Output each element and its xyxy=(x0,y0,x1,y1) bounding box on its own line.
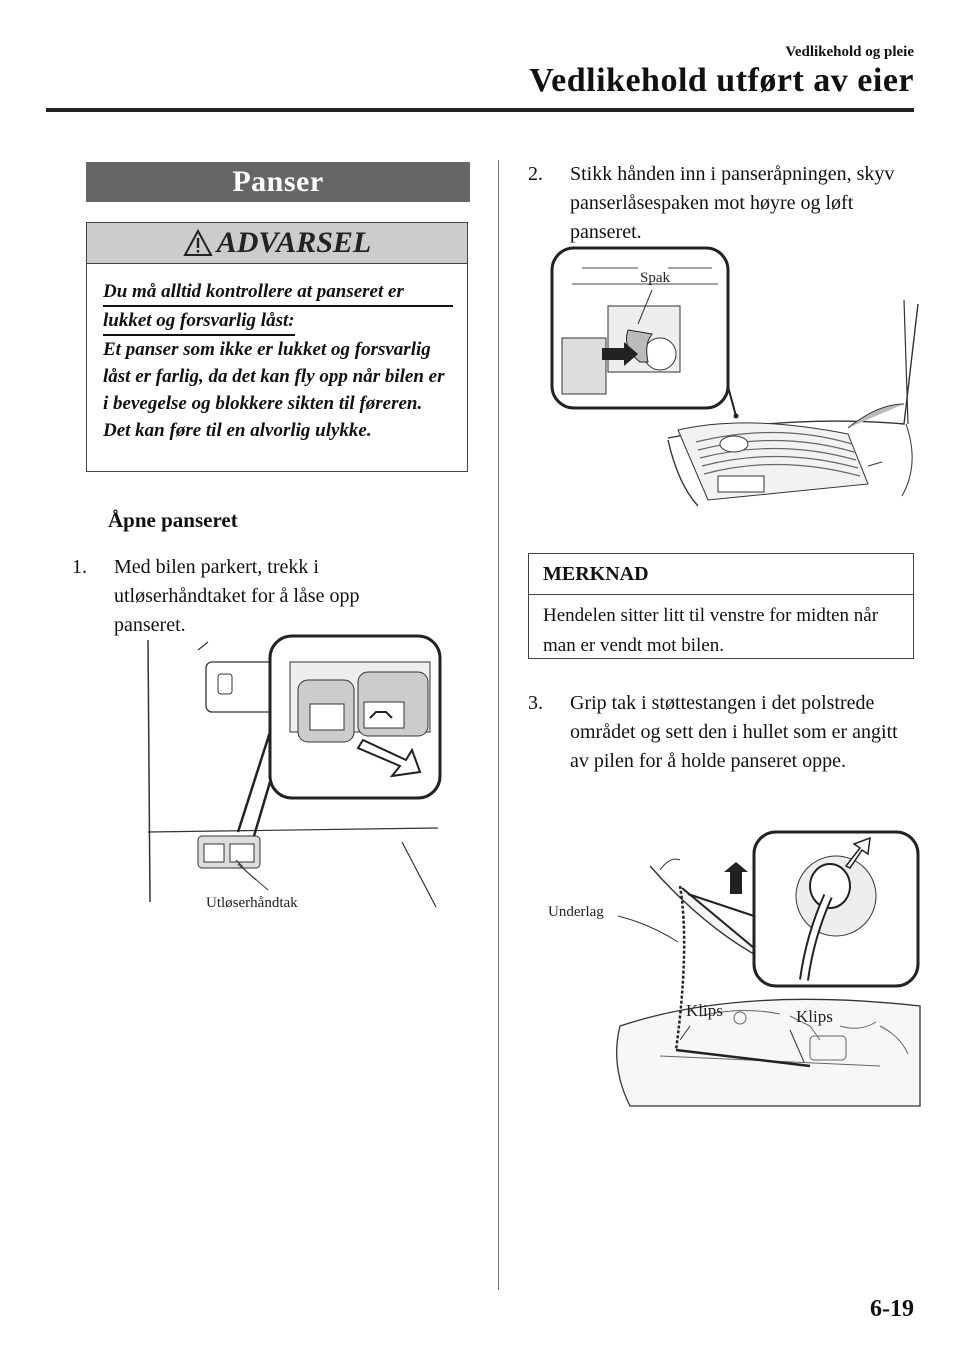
warning-line-3: Et panser som ikke er lukket og forsvarlig låst er farlig, da det kan fly opp når bilen er i bevegelse og blokkere sikten til føreren. Det kan føre til en alvorlig ulykke. xyxy=(103,339,445,441)
lever-label: Spak xyxy=(640,270,670,286)
warning-body xyxy=(87,264,467,444)
step-number: 2. xyxy=(528,163,543,185)
page-number: 6-19 xyxy=(870,1296,914,1322)
note-heading: MERKNAD xyxy=(529,554,913,595)
header-rule xyxy=(46,108,914,112)
step-2 xyxy=(528,160,928,250)
warning-line-1: Du må alltid kontrollere at panseret er xyxy=(103,278,453,307)
column-divider xyxy=(498,160,499,1290)
release-handle-label: Utløserhåndtak xyxy=(206,895,298,911)
warning-line-2: lukket og forsvarlig låst: xyxy=(103,307,295,336)
step-number: 1. xyxy=(72,556,87,578)
subheading: Åpne panseret xyxy=(108,508,238,532)
hood-lever-figure xyxy=(548,244,926,518)
clip-label-2: Klips xyxy=(796,1007,833,1026)
chapter-label: Vedlikehold og pleie xyxy=(785,44,914,60)
page-title: Vedlikehold utført av eier xyxy=(529,62,914,99)
step-text: Med bilen parkert, trekk i utløserhåndtaket for å låse opp panseret. xyxy=(114,556,360,636)
clip-label-1: Klips xyxy=(686,1001,723,1020)
pad-label: Underlag xyxy=(548,904,604,920)
warning-triangle-icon xyxy=(183,229,213,257)
section-title: Panser xyxy=(86,162,470,202)
step-1 xyxy=(72,553,472,643)
warning-heading xyxy=(87,223,467,264)
release-handle-figure xyxy=(138,632,448,914)
step-text: Grip tak i støttestangen i det polstrede området og sett den i hullet som er angitt av pilen for å holde panseret oppe. xyxy=(570,692,898,772)
note-body: Hendelen sitter litt til venstre for midten når man er vendt mot bilen. xyxy=(543,605,879,656)
note-box xyxy=(528,553,914,659)
step-text: Stikk hånden inn i panseråpningen, skyv panserlåsespaken mot høyre og løft panseret. xyxy=(570,163,895,243)
warning-box xyxy=(86,222,468,472)
step-number: 3. xyxy=(528,692,543,714)
step-3 xyxy=(528,689,928,809)
warning-heading-text: ADVARSEL xyxy=(216,226,372,259)
prop-rod-figure xyxy=(540,826,924,1116)
